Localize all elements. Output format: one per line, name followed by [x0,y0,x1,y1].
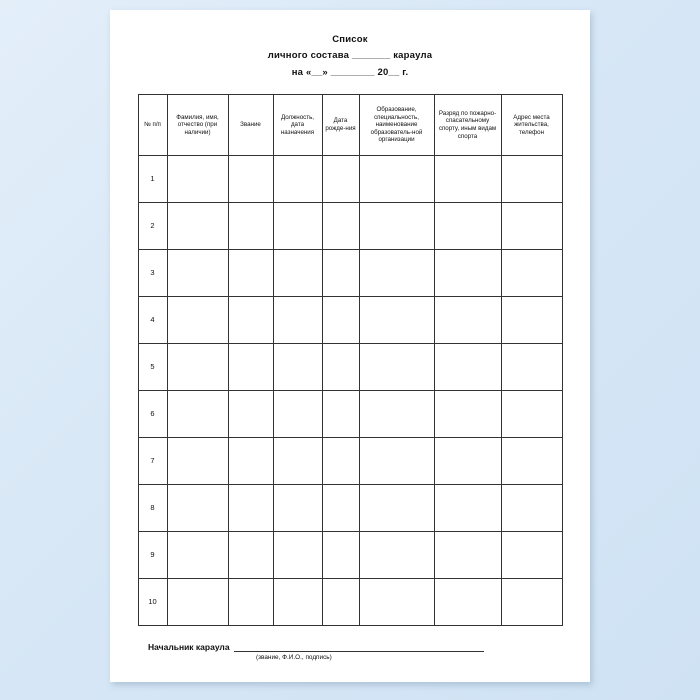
row-number: 6 [138,391,167,438]
cell-fullname[interactable] [167,579,228,626]
cell-education[interactable] [359,438,434,485]
signature-line [148,642,566,652]
cell-position[interactable] [273,579,322,626]
cell-sport-rank[interactable] [434,485,501,532]
column-header-birthdate: Дата рожде-ния [322,95,359,156]
column-header-sport-rank: Разряд по пожарно-спасательному спорту, иным видам спорта [434,95,501,156]
cell-education[interactable] [359,250,434,297]
table-header [138,95,562,156]
cell-sport-rank[interactable] [434,532,501,579]
signature-caption: (звание, Ф.И.О., подпись) [256,654,332,661]
cell-address[interactable] [501,297,562,344]
cell-fullname[interactable] [167,344,228,391]
cell-address[interactable] [501,156,562,203]
cell-birthdate[interactable] [322,156,359,203]
column-header-address: Адрес места жительства, телефон [501,95,562,156]
cell-rank[interactable] [228,532,273,579]
cell-sport-rank[interactable] [434,203,501,250]
title-line-2: личного состава _______ караула [267,50,433,61]
table-row [138,156,562,203]
row-number: 2 [138,203,167,250]
table-row [138,250,562,297]
cell-rank[interactable] [228,438,273,485]
cell-address[interactable] [501,391,562,438]
table-row [138,579,562,626]
table-row [138,297,562,344]
cell-sport-rank[interactable] [434,297,501,344]
cell-position[interactable] [273,156,322,203]
cell-education[interactable] [359,579,434,626]
row-number: 4 [138,297,167,344]
signature-block [134,642,566,661]
cell-fullname[interactable] [167,391,228,438]
table-row [138,391,562,438]
cell-education[interactable] [359,297,434,344]
cell-fullname[interactable] [167,485,228,532]
cell-sport-rank[interactable] [434,250,501,297]
cell-address[interactable] [501,485,562,532]
cell-address[interactable] [501,532,562,579]
cell-address[interactable] [501,438,562,485]
cell-rank[interactable] [228,485,273,532]
column-header-education: Образование, специальность, наименование образователь-ной организации [359,95,434,156]
cell-rank[interactable] [228,250,273,297]
row-number: 8 [138,485,167,532]
cell-birthdate[interactable] [322,438,359,485]
cell-address[interactable] [501,579,562,626]
cell-rank[interactable] [228,156,273,203]
row-number: 5 [138,344,167,391]
cell-fullname[interactable] [167,297,228,344]
table-header-row [138,95,562,156]
row-number: 9 [138,532,167,579]
table-row [138,438,562,485]
cell-education[interactable] [359,344,434,391]
cell-position[interactable] [273,344,322,391]
cell-position[interactable] [273,250,322,297]
cell-education[interactable] [359,485,434,532]
title-line-3: на «__» ________ 20__ г. [291,67,409,78]
cell-rank[interactable] [228,297,273,344]
cell-position[interactable] [273,438,322,485]
cell-sport-rank[interactable] [434,156,501,203]
cell-rank[interactable] [228,579,273,626]
title-line-1: Список [332,34,368,45]
cell-position[interactable] [273,391,322,438]
cell-fullname[interactable] [167,532,228,579]
personnel-table [138,94,563,626]
cell-position[interactable] [273,532,322,579]
cell-education[interactable] [359,156,434,203]
document-page [110,10,590,682]
cell-position[interactable] [273,297,322,344]
cell-birthdate[interactable] [322,485,359,532]
column-header-fullname: Фамилия, имя, отчество (при наличии) [167,95,228,156]
cell-birthdate[interactable] [322,250,359,297]
column-header-rank: Звание [228,95,273,156]
cell-position[interactable] [273,203,322,250]
table-row [138,203,562,250]
table-row [138,344,562,391]
document-title [134,32,566,80]
column-header-number: № п/п [138,95,167,156]
cell-birthdate[interactable] [322,391,359,438]
cell-fullname[interactable] [167,203,228,250]
cell-birthdate[interactable] [322,344,359,391]
cell-position[interactable] [273,485,322,532]
cell-address[interactable] [501,203,562,250]
cell-rank[interactable] [228,391,273,438]
cell-rank[interactable] [228,203,273,250]
cell-birthdate[interactable] [322,532,359,579]
cell-education[interactable] [359,391,434,438]
table-row [138,532,562,579]
row-number: 10 [138,579,167,626]
cell-sport-rank[interactable] [434,344,501,391]
cell-sport-rank[interactable] [434,579,501,626]
cell-rank[interactable] [228,344,273,391]
cell-fullname[interactable] [167,250,228,297]
cell-address[interactable] [501,250,562,297]
row-number: 7 [138,438,167,485]
column-header-position: Должность, дата назначения [273,95,322,156]
row-number: 1 [138,156,167,203]
cell-education[interactable] [359,203,434,250]
cell-birthdate[interactable] [322,297,359,344]
cell-birthdate[interactable] [322,579,359,626]
cell-fullname[interactable] [167,438,228,485]
cell-fullname[interactable] [167,156,228,203]
cell-sport-rank[interactable] [434,391,501,438]
cell-birthdate[interactable] [322,203,359,250]
row-number: 3 [138,250,167,297]
table-row [138,485,562,532]
signature-label: Начальник караула [148,642,230,652]
table-body [138,156,562,626]
signature-rule[interactable] [234,642,484,652]
cell-sport-rank[interactable] [434,438,501,485]
cell-address[interactable] [501,344,562,391]
cell-education[interactable] [359,532,434,579]
